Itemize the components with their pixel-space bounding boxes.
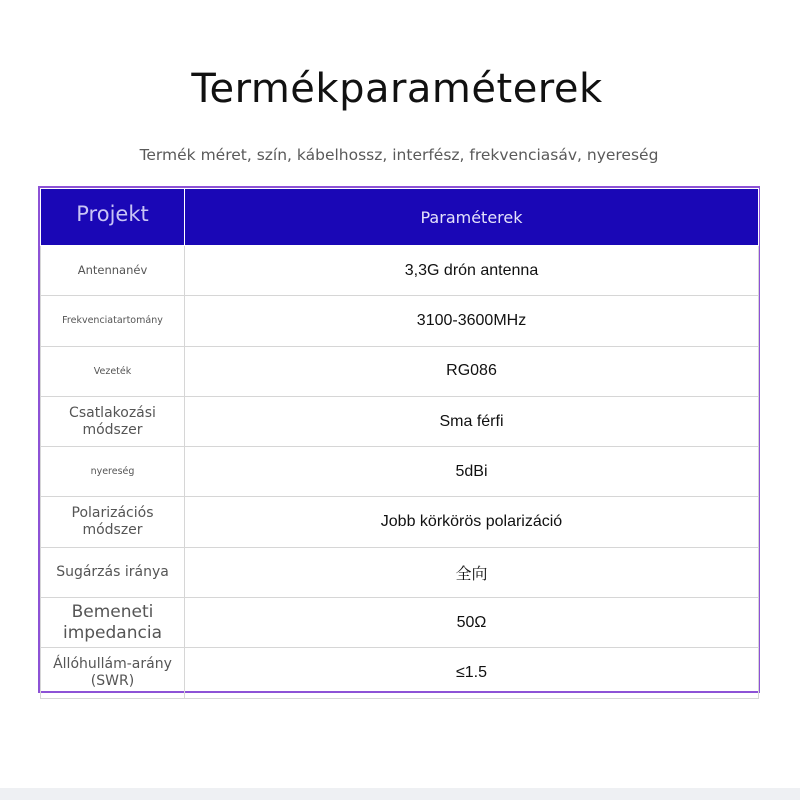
table-row [41, 346, 759, 396]
row-key-cable: Vezeték [41, 346, 185, 396]
row-value-cable: RG086 [185, 346, 759, 396]
parameters-table [40, 188, 759, 699]
row-key-input-impedance: Bemeneti impedancia [41, 598, 185, 648]
row-value-antenna-name: 3,3G drón antenna [185, 246, 759, 296]
table-row [41, 246, 759, 296]
row-key-polarization-method: Polarizációs módszer [41, 497, 185, 547]
table-row [41, 648, 759, 698]
table-row [41, 296, 759, 346]
row-value-swr: ≤1.5 [185, 648, 759, 698]
row-key-radiation-direction: Sugárzás iránya [41, 547, 185, 597]
table-row [41, 547, 759, 597]
row-value-input-impedance: 50Ω [185, 598, 759, 648]
row-key-swr: Állóhullám-arány (SWR) [41, 648, 185, 698]
table-row [41, 396, 759, 446]
row-value-gain: 5dBi [185, 447, 759, 497]
row-value-connection-method: Sma férfi [185, 396, 759, 446]
page-subtitle: Termék méret, szín, kábelhossz, interfész, frekvenciasáv, nyereség [139, 146, 659, 164]
row-key-connection-method: Csatlakozási módszer [41, 396, 185, 446]
row-key-frequency-range: Frekvenciatartomány [41, 296, 185, 346]
row-value-polarization-method: Jobb körkörös polarizáció [185, 497, 759, 547]
table-header-row [41, 189, 759, 246]
bottom-divider-bar [0, 788, 800, 800]
row-value-frequency-range: 3100-3600MHz [185, 296, 759, 346]
row-key-antenna-name: Antennanév [41, 246, 185, 296]
table-row [41, 497, 759, 547]
table-row [41, 598, 759, 648]
column-header-parameters: Paraméterek [185, 189, 759, 246]
table-row [41, 447, 759, 497]
row-key-gain: nyereség [41, 447, 185, 497]
page-title: Termékparaméterek [191, 66, 603, 112]
row-value-radiation-direction: 全向 [185, 547, 759, 597]
column-header-project: Projekt [41, 189, 185, 246]
parameters-table-frame [38, 186, 760, 693]
